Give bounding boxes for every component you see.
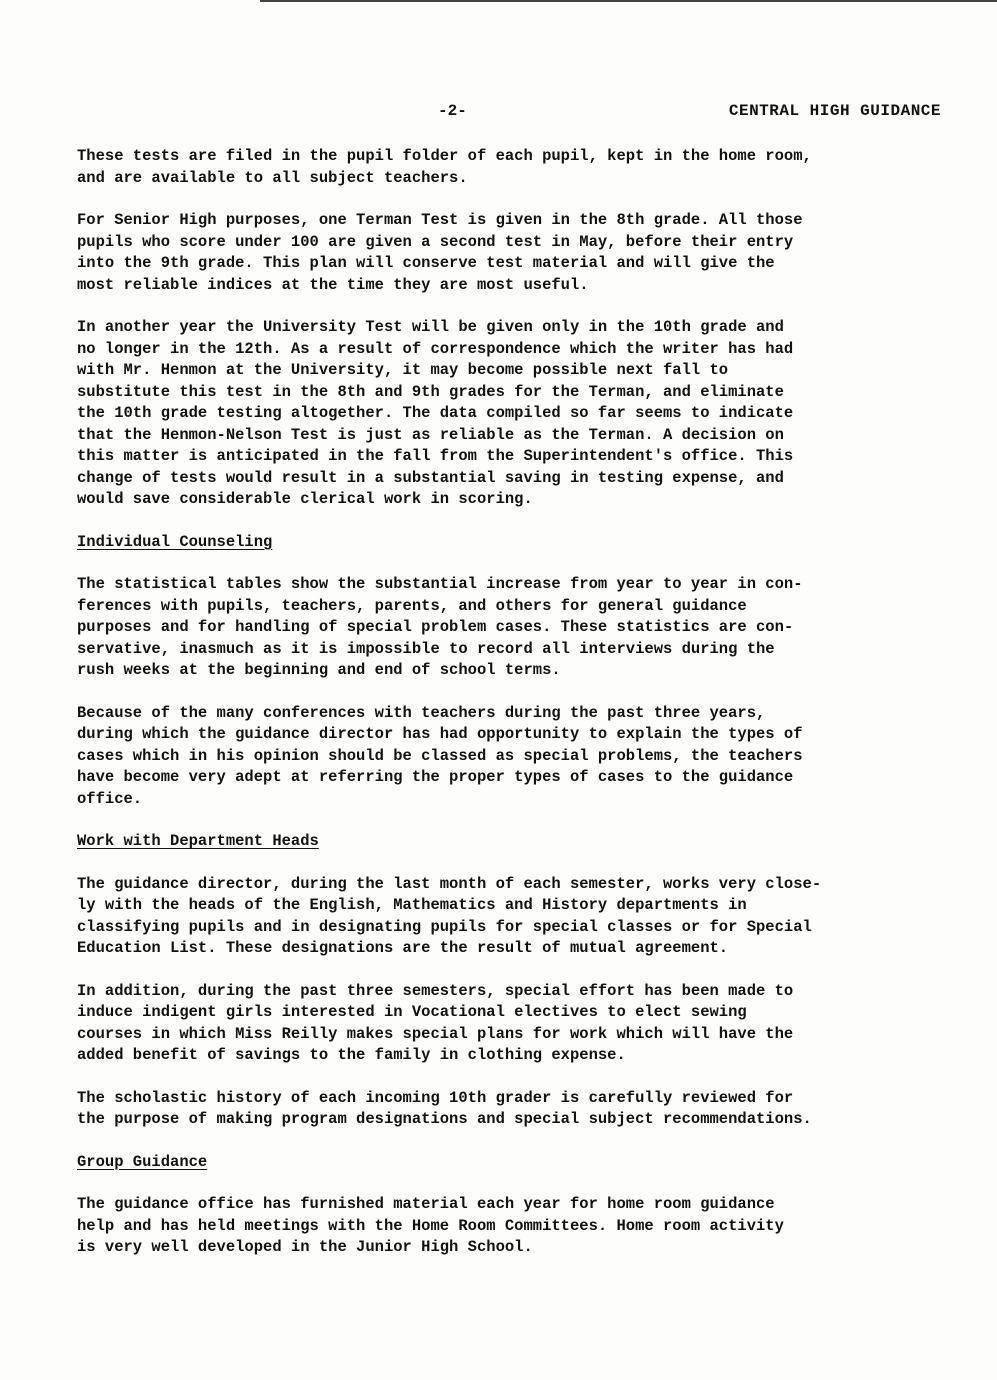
paragraph-senior-high-testing: For Senior High purposes, one Terman Test is given in the 8th grade. All those pupils who score under 100 are given a second test in May, before their entry into the 9th grade. This plan will conserve test material and will give the most reliable indices at the time they are most useful. — [77, 211, 803, 294]
page-edge-line — [260, 0, 997, 2]
document-body — [77, 146, 947, 1280]
paragraph-test-filing: These tests are filed in the pupil folder of each pupil, kept in the home room, and are available to all subject teachers. — [77, 147, 812, 187]
paragraph-university-test: In another year the University Test will be given only in the 10th grade and no longer in the 12th. As a result of correspondence which the writer has had with Mr. Henmon at the University, it may become possible next fall to substitute this test in the 8th and 9th grades for the Terman, and eliminate the 10th grade testing altogether. The data compiled so far seems to indicate that the Henmon-Nelson Test is just as reliable as the Terman. A decision on this matter is anticipated in the fall from the Superintendent's office. This change of tests would result in a substantial saving in testing expense, and would save considerable clerical work in scoring. — [77, 318, 794, 508]
paragraph-scholastic-history: The scholastic history of each incoming 10th grader is carefully reviewed for the purpose of making program designations and special subject recommendations. — [77, 1088, 812, 1128]
paragraph-home-room-guidance: The guidance office has furnished material each year for home room guidance help and has held meetings with the Home Room Committees. Home room activity is very well developed in the Junior High School. — [77, 1195, 784, 1256]
page-number: -2- — [438, 102, 467, 120]
section-heading-individual-counseling: Individual Counseling — [77, 532, 273, 551]
paragraph-teacher-conferences: Because of the many conferences with teachers during the past three years, during which the guidance director has had opportunity to explain the types of cases which in his opinion should be classed as special problems, the teachers have become very adept at referring the proper types of cases to the guidance office. — [77, 703, 803, 808]
paragraph-department-classification: The guidance director, during the last month of each semester, works very close- ly with the heads of the English, Mathematics and History departments in classifying pupils and in designating pupils for special classes or for Special Education List. These designations are the result of mutual agreement. — [77, 874, 822, 957]
paragraph-statistical-tables: The statistical tables show the substantial increase from year to year in con- ferences with pupils, teachers, parents, and others for general guidance purposes and for handling of special problem cases. These statistics are con- servative, inasmuch as it is impossible to record all interviews during the rush weeks at the beginning and end of school terms. — [77, 575, 803, 679]
running-head: CENTRAL HIGH GUIDANCE — [728, 102, 941, 120]
paragraph-sewing-courses: In addition, during the past three semesters, special effort has been made to induce indigent girls interested in Vocational electives to elect sewing courses in which Miss Reilly makes special plans for work which will have the added benefit of savings to the family in clothing expense. — [77, 981, 794, 1064]
section-heading-department-heads: Work with Department Heads — [77, 832, 319, 850]
section-heading-group-guidance: Group Guidance — [77, 1152, 208, 1171]
